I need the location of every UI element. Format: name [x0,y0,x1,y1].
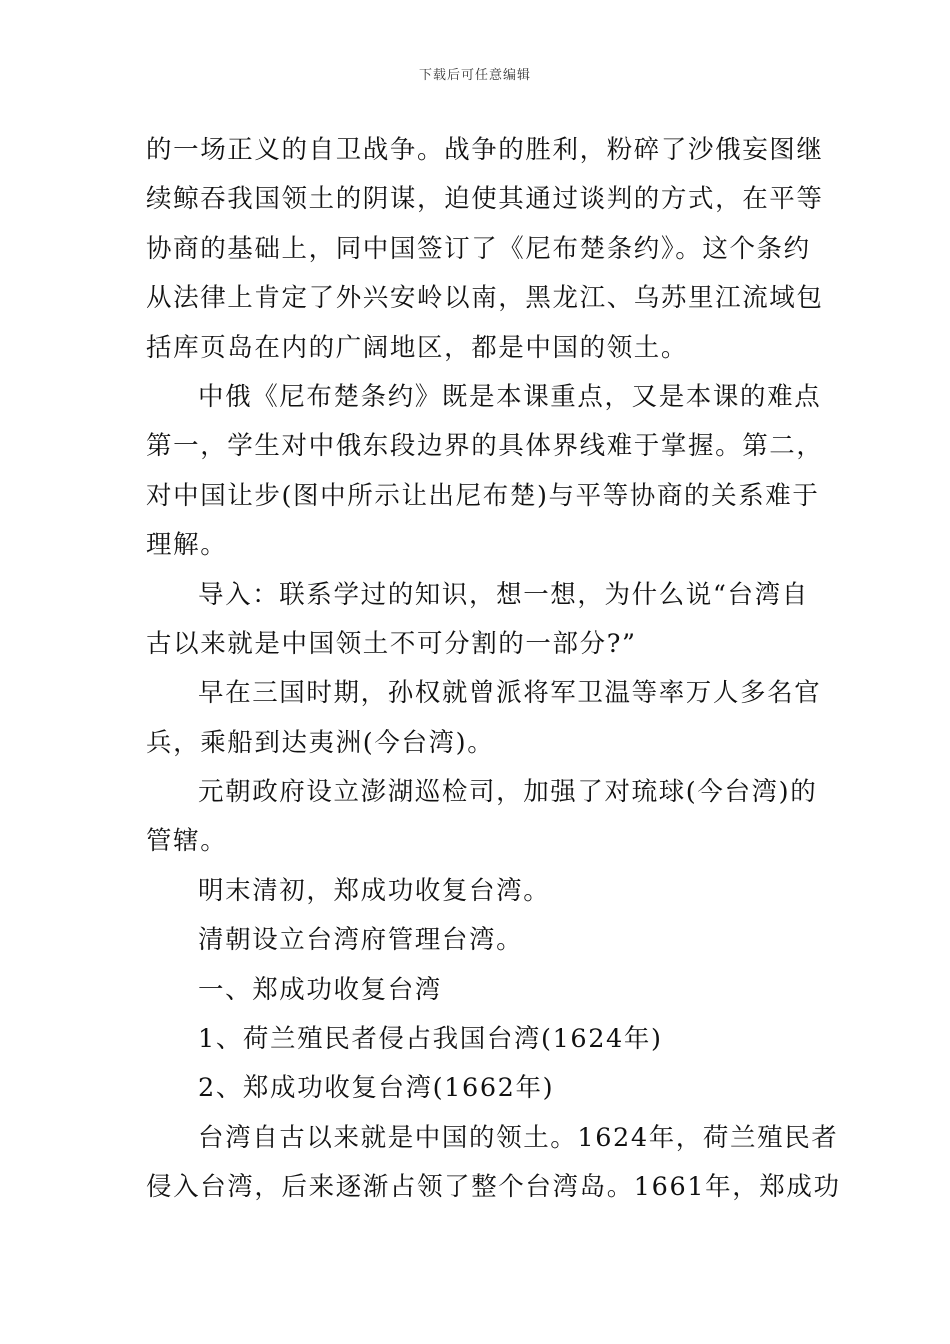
document-body [146,126,841,1213]
paragraph-start-line: 台湾自古以来就是中国的领土。1624年，荷兰殖民者 [198,1122,839,1153]
text-line: 协商的基础上，同中国签订了《尼布楚条约》。这个条约 [146,233,811,264]
text-line: 的一场正义的自卫战争。战争的胜利，粉碎了沙俄妄图继 [146,135,824,165]
paragraph-start-line: 元朝政府设立澎湖巡检司，加强了对琉球(今台湾)的 [198,777,818,808]
text-line: 古以来就是中国领土不可分割的一部分?” [146,628,637,659]
paragraph-start-line: 明末清初，郑成功收复台湾。 [198,875,551,906]
page-header: 下载后可任意编辑 [418,68,531,83]
text-line: 管辖。 [146,826,228,857]
text-line: 侵入台湾，后来逐渐占领了整个台湾岛。1661年，郑成功 [146,1172,841,1203]
paragraph-start-line: 中俄《尼布楚条约》既是本课重点，又是本课的难点 [198,381,822,412]
text-line: 理解。 [146,530,228,561]
section-heading: 一、郑成功收复台湾 [198,974,442,1005]
text-line: 括库页岛在内的广阔地区，都是中国的领土。 [146,332,689,363]
list-item: 1、荷兰殖民者侵占我国台湾(1624年) [198,1024,663,1055]
text-line: 兵，乘船到达夷洲(今台湾)。 [146,727,495,758]
text-line: 从法律上肯定了外兴安岭以南，黑龙江、乌苏里江流域包 [146,283,824,314]
text-line: 对中国让步(图中所示让出尼布楚)与平等协商的关系难于 [146,480,820,511]
text-line: 第一，学生对中俄东段边界的具体界线难于掌握。第二， [146,431,824,462]
text-line: 续鲸吞我国领土的阴谋，迫使其通过谈判的方式，在平等 [146,184,824,215]
paragraph-start-line: 清朝设立台湾府管理台湾。 [198,925,524,956]
paragraph-start-line: 导入：联系学过的知识，想一想，为什么说“台湾自 [198,579,809,610]
paragraph-start-line: 早在三国时期，孙权就曾派将军卫温等率万人多名官 [198,678,822,709]
list-item: 2、郑成功收复台湾(1662年) [198,1073,555,1104]
